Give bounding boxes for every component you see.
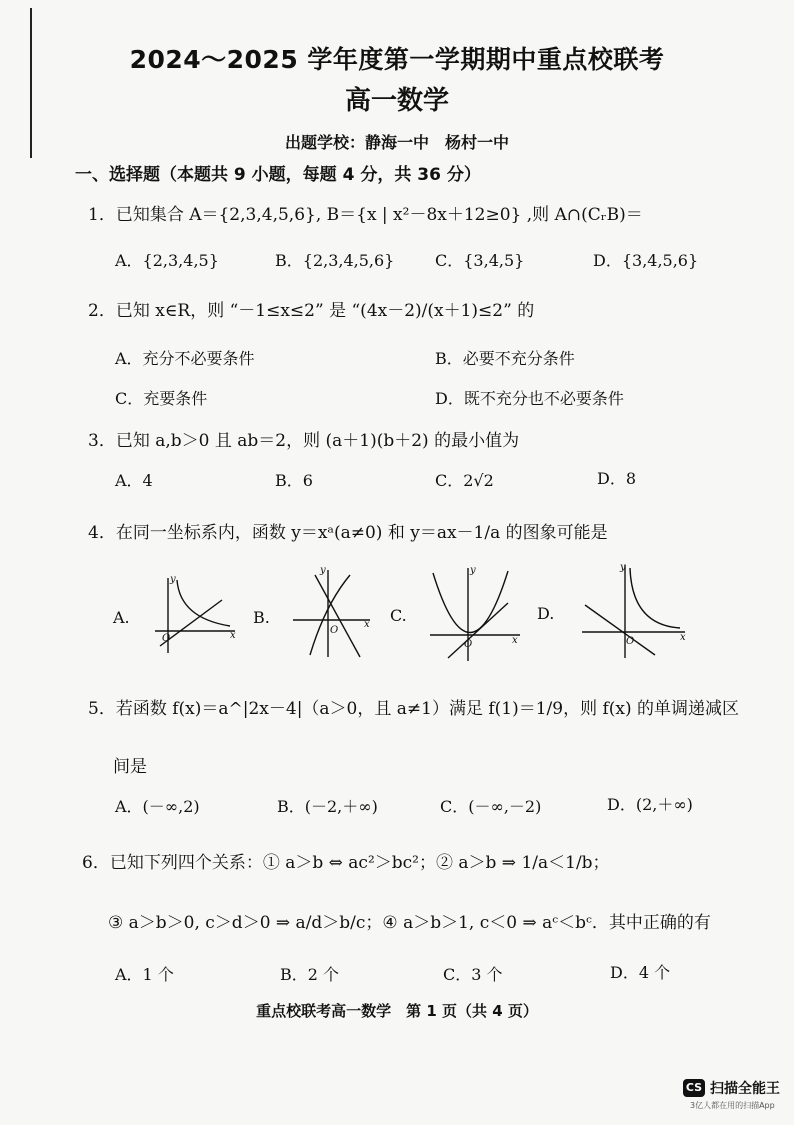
camscanner-logo-icon: CS	[683, 1079, 705, 1097]
exam-title: 2024～2025 学年度第一学期期中重点校联考	[129, 45, 665, 74]
question-3-option-a: A．4	[115, 471, 153, 490]
question-4-graph-d	[580, 560, 690, 660]
question-5-option-c: C．(－∞,－2)	[440, 797, 542, 816]
svg-text:y: y	[320, 565, 326, 576]
svg-text:y: y	[470, 565, 476, 576]
question-4-graph-b	[290, 565, 375, 660]
question-2-option-b: B．必要不充分条件	[435, 349, 575, 368]
question-6-option-b: B．2 个	[280, 965, 340, 984]
question-1-option-d: D．{3,4,5,6}	[593, 251, 699, 270]
svg-text:O: O	[464, 639, 473, 650]
question-2-stem: 2．已知 x∈R，则 “－1≤x≤2” 是 “(4x－2)/(x＋1)≤2” 的	[88, 301, 535, 321]
question-1-option-c: C．{3,4,5}	[435, 251, 525, 270]
exam-schools: 出题学校：静海一中 杨村一中	[284, 133, 509, 152]
svg-text:x: x	[230, 630, 236, 641]
section-heading: 一、选择题（本题共 9 小题，每题 4 分，共 36 分）	[75, 165, 481, 185]
question-5-option-d: D．(2,＋∞)	[607, 795, 693, 814]
question-6-stem-continued: ③ a＞b＞0, c＞d＞0 ⇒ a/d＞b/c；④ a＞b＞1, c＜0 ⇒ aᶜ＜bᶜ．其中正确的有	[108, 913, 711, 933]
question-4-graph-c	[428, 563, 523, 663]
question-1-option-a: A．{2,3,4,5}	[115, 251, 219, 270]
question-4-option-b: B.	[253, 608, 270, 627]
page-footer: 重点校联考高一数学 第 1 页（共 4 页）	[256, 1002, 538, 1020]
svg-text:y: y	[620, 562, 626, 573]
question-1-stem: 1．已知集合 A＝{2,3,4,5,6}, B＝{x | x²－8x＋12≥0} ,则 A∩(CᵣB)＝	[88, 205, 643, 225]
question-5-option-a: A．(－∞,2)	[115, 797, 200, 816]
svg-text:x: x	[680, 632, 686, 643]
graph-d-power-curve	[630, 568, 680, 628]
question-4-stem: 4．在同一坐标系内，函数 y＝xᵃ(a≠0) 和 y＝ax－1/a 的图象可能是	[88, 523, 608, 543]
svg-text:O: O	[626, 636, 635, 647]
question-2-option-d: D．既不充分也不必要条件	[435, 389, 624, 408]
question-3-stem: 3．已知 a,b＞0 且 ab＝2，则 (a＋1)(b＋2) 的最小值为	[88, 431, 520, 451]
question-5-option-b: B．(－2,＋∞)	[277, 797, 378, 816]
question-3-option-d: D．8	[597, 469, 637, 488]
question-1-option-b: B．{2,3,4,5,6}	[275, 251, 395, 270]
svg-text:y: y	[170, 574, 176, 585]
question-2-option-a: A．充分不必要条件	[115, 349, 255, 368]
question-6-option-a: A．1 个	[115, 965, 174, 984]
graph-a-power-curve	[177, 580, 230, 626]
svg-text:O: O	[162, 633, 171, 644]
question-4-option-d: D.	[537, 604, 555, 623]
graph-c-line	[448, 603, 508, 658]
question-4-option-a: A.	[113, 608, 130, 627]
graph-c-power-curve	[433, 571, 508, 633]
graph-b-power-curve	[310, 575, 350, 655]
question-6-option-d: D．4 个	[610, 963, 671, 982]
camscanner-tagline: 3亿人都在用的扫描App	[690, 1101, 775, 1110]
svg-text:x: x	[512, 635, 518, 646]
question-6-option-c: C．3 个	[443, 965, 503, 984]
question-3-option-b: B．6	[275, 471, 313, 490]
graph-b-line	[315, 575, 360, 657]
question-5-stem-continued: 间是	[113, 757, 147, 777]
question-5-stem: 5．若函数 f(x)＝a^|2x－4|（a＞0，且 a≠1）满足 f(1)＝1/9，则 f(x) 的单调递减区	[88, 699, 740, 719]
question-4-graph-a	[150, 568, 240, 658]
question-4-option-c: C.	[390, 606, 407, 625]
question-2-option-c: C．充要条件	[115, 389, 208, 408]
svg-text:O: O	[330, 625, 339, 636]
question-6-stem: 6．已知下列四个关系：① a＞b ⇔ ac²＞bc²；② a＞b ⇒ 1/a＜1/b；	[82, 853, 610, 873]
svg-text:x: x	[364, 619, 370, 630]
exam-subject: 高一数学	[344, 86, 449, 116]
question-3-option-c: C．2√2	[435, 471, 494, 490]
camscanner-app-name: 扫描全能王	[710, 1081, 780, 1097]
